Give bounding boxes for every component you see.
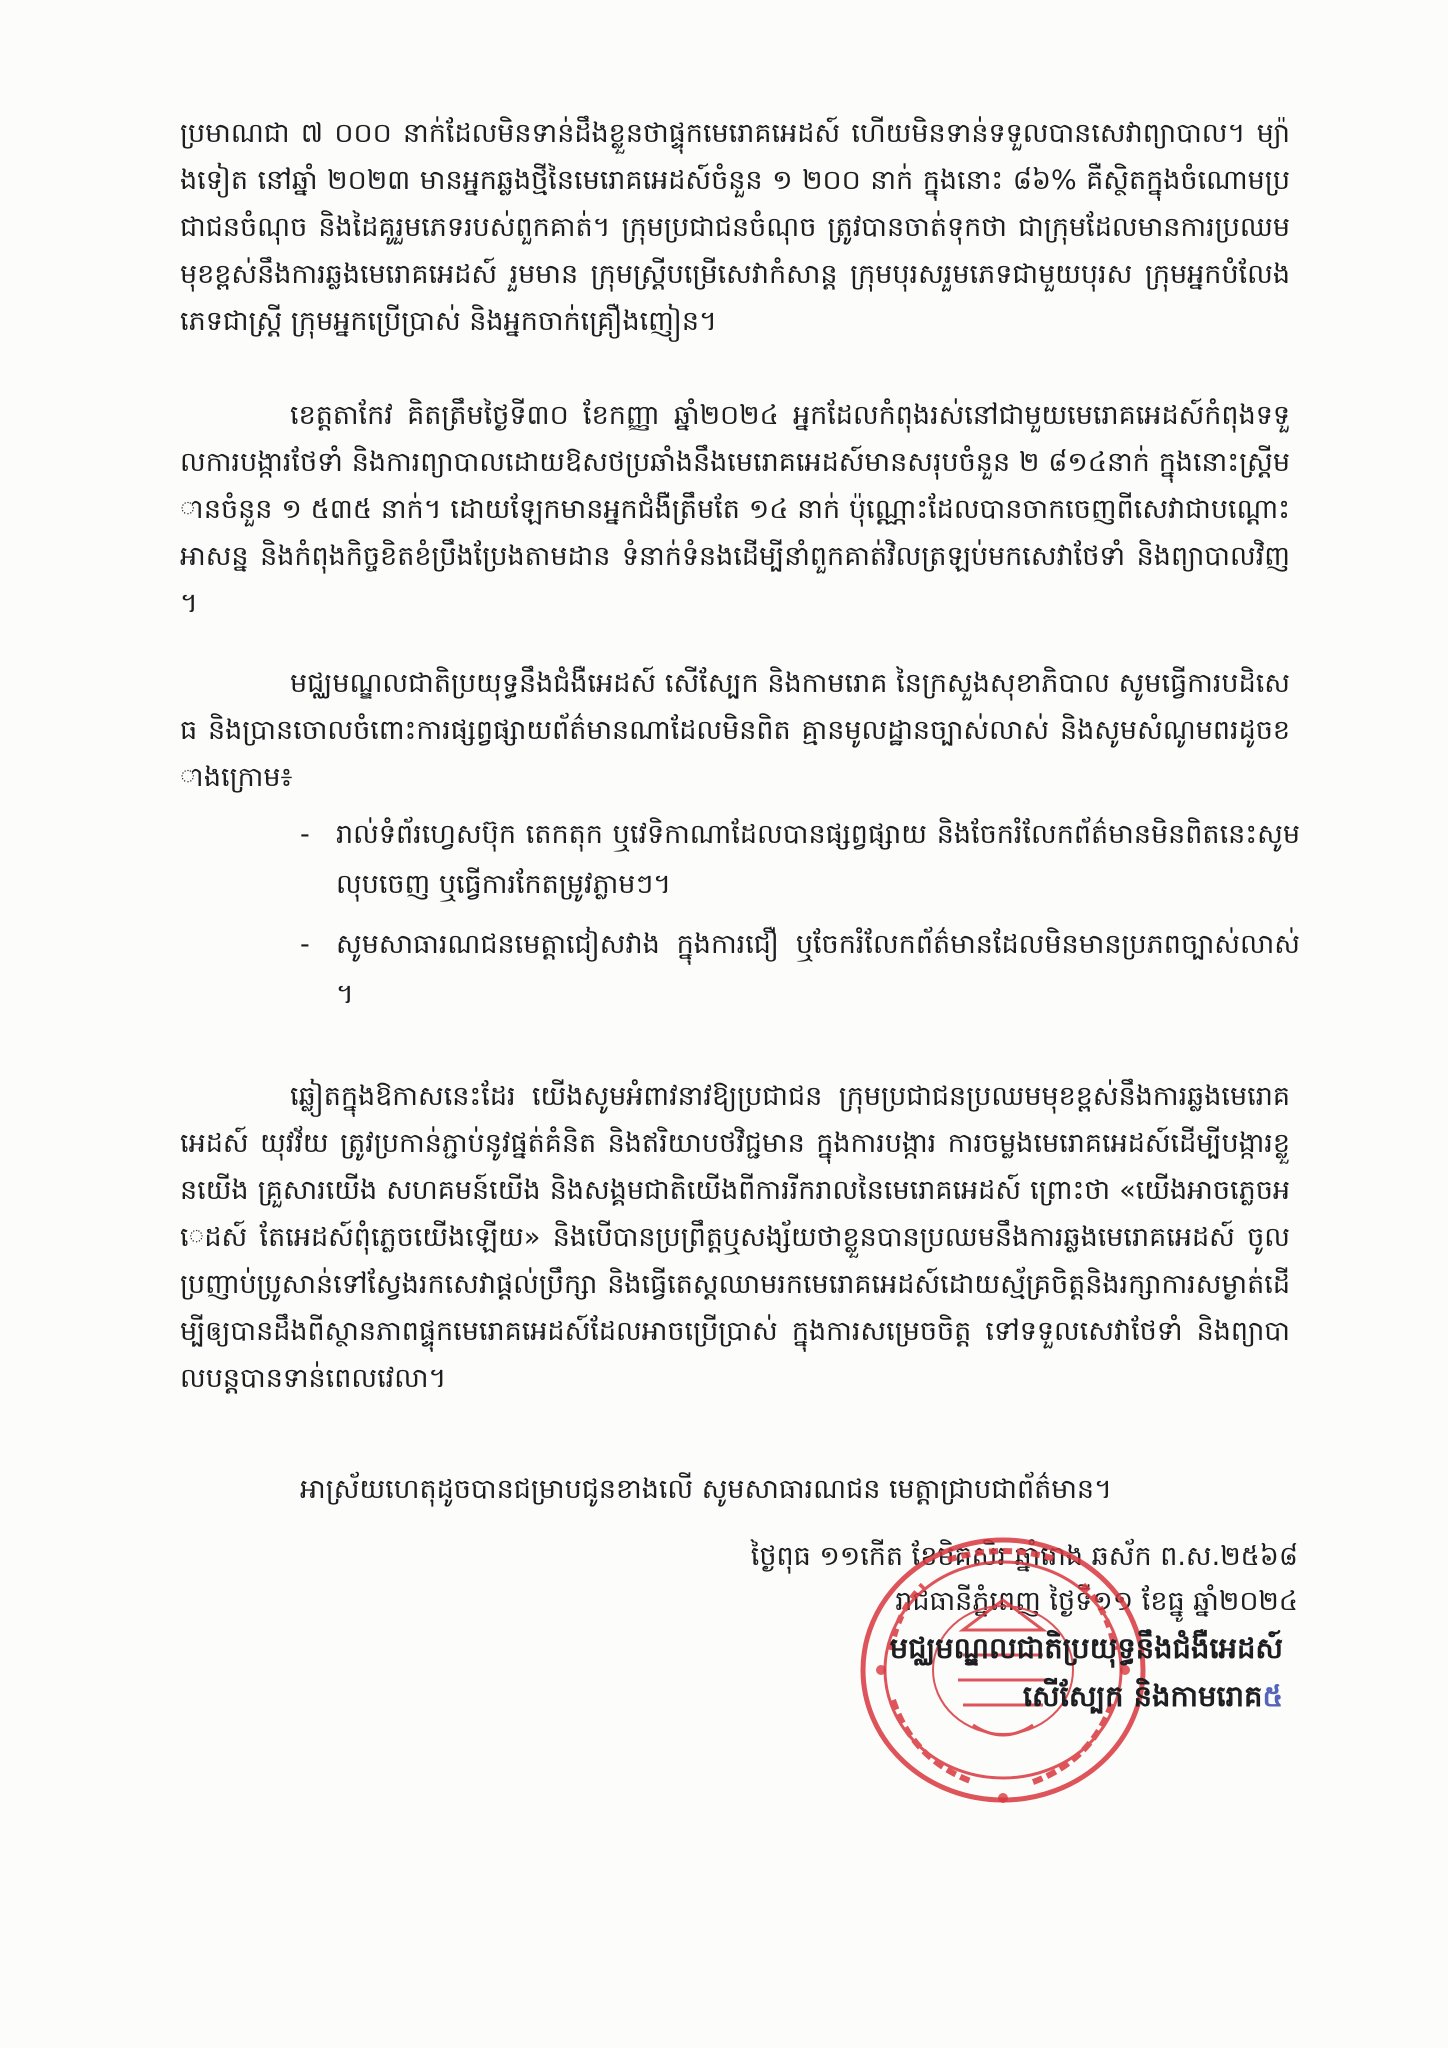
issuing-organization-line2: [1023, 1673, 1283, 1719]
closing-line: អាស្រ័យហេតុដូចបានជម្រាបជូនខាងលើ សូមសាធារណជន មេត្តាជ្រាបជាព័ត៌មាន។: [300, 1474, 1112, 1505]
bullet-text: សូមសាធារណជនមេត្តាជៀសវាង ក្នុងការជឿ ឬចែករំលែកព័ត៌មានដែលមិនមានប្រភពច្បាស់លាស់។: [336, 929, 1300, 1010]
paragraph-denial: មជ្ឈមណ្ឌលជាតិប្រយុទ្ធនឹងជំងឺអេដស៍ សើស្បែក និងកាមរោគ នៃក្រសួងសុខាភិបាល សូមធ្វើការបដិសេធ និងប្រានចោលចំពោះការផ្សព្វផ្សាយព័ត៌មានណាដែលមិនពិត គ្មានមូលដ្ឋានច្បាស់លាស់ និងសូមសំណូមពរដូចខាងក្រោម៖: [180, 668, 1290, 793]
date-lunar: ថ្ងៃពុធ ១១កើត ខែមិគសិរ ឆ្នាំរោង ឆស័ក ព.ស.២៥៦៨: [750, 1541, 1298, 1572]
date-solar: រាជធានីភ្នំពេញ ថ្ងៃទី១១ ខែធ្នូ ឆ្នាំ២០២៤: [895, 1586, 1298, 1617]
bullet-dash: -: [300, 929, 310, 960]
paragraph-appeal: ឆ្លៀតក្នុងឱកាសនេះដែរ យើងសូមអំពាវនាវឱ្យប្រជាជន ក្រុមប្រជាជនប្រឈមមុខខ្ពស់នឹងការឆ្លងមេរោគអេដស៍ យុវវ័យ ត្រូវប្រកាន់ភ្ជាប់នូវផ្នត់គំនិត និងឥរិយាបថវិជ្ជមាន ក្នុងការបង្ការ ការចម្លងមេរោគអេដស៍ដើម្បីបង្ការខ្លួនយើង គ្រួសារយើង សហគមន៍យើង និងសង្គមជាតិយើងពីការរីករាលនៃមេរោគអេដស៍ ព្រោះថា «យើងអាចភ្លេចអេដស៍ តែអេដស៍ពុំភ្លេចយើងឡើយ» និងបើបានប្រព្រឹត្តឬសង្ស័យថាខ្លួនបានប្រឈមនឹងការឆ្លងមេរោគអេដស៍ ចូលប្រញាប់ប្រូសាន់ទៅស្វែងរកសេវាផ្តល់ប្រឹក្សា និងធ្វើតេស្តឈាមរកមេរោគអេដស៍ដោយស្ម័គ្រចិត្តនិងរក្សាការសម្ងាត់ដើម្បីឲ្យបានដឹងពីស្ថានភាពផ្ទុកមេរោគអេដស៍ដែលអាចប្រើប្រាស់ ក្នុងការសម្រេចចិត្ត ទៅទទួលសេវាថែទាំ និងព្យាបាលបន្តបានទាន់ពេលវេលា។: [180, 1081, 1290, 1394]
signature-mark: ៥: [1262, 1679, 1283, 1713]
issuing-organization: មជ្ឈមណ្ឌលជាតិប្រយុទ្ធនឹងជំងឺអេដស៍: [889, 1631, 1283, 1665]
bullet-item: [300, 920, 1300, 1020]
bullet-item: [300, 810, 1300, 910]
paragraph-takeo: ខេត្តតាកែវ គិតត្រឹមថ្ងៃទី៣០ ខែកញ្ញា ឆ្នាំ២០២៤ អ្នកដែលកំពុងរស់នៅជាមួយមេរោគអេដស៍កំពុងទទួលការបង្ការថែទាំ និងការព្យាបាលដោយឱសថប្រឆាំងនឹងមេរោគអេដស៍មានសរុបចំនួន ២ ៨១៤នាក់ ក្នុងនោះស្ត្រីមានចំនួន ១ ៥៣៥ នាក់។ ដោយឡែកមានអ្នកជំងឺត្រឹមតែ ១៤ នាក់ ប៉ុណ្ណោះដែលបានចាកចេញពីសេវាជាបណ្តោះអាសន្ន និងកំពុងកិច្ចខិតខំប្រឹងប្រែងតាមដាន ទំនាក់ទំនងដើម្បីនាំពួកគាត់វិលត្រឡប់មកសេវាថែទាំ និងព្យាបាលវិញ។: [180, 400, 1290, 619]
paragraph-statistics: ប្រមាណជា ៧ ០០០ នាក់ដែលមិនទាន់ដឹងខ្លួនថាផ្ទុកមេរោគអេដស៍ ហើយមិនទាន់ទទួលបានសេវាព្យាបាល។ ម្យ៉ាងទៀត នៅឆ្នាំ ២០២៣ មានអ្នកឆ្លងថ្មីនៃមេរោគអេដស៍ចំនួន ១ ២០០ នាក់ ក្នុងនោះ ៨៦% គឺស្ថិតក្នុងចំណោមប្រជាជនចំណុច និងដៃគូរួមភេទរបស់ពួកគាត់។ ក្រុមប្រជាជនចំណុច ត្រូវបានចាត់ទុកថា ជាក្រុមដែលមានការប្រឈមមុខខ្ពស់នឹងការឆ្លងមេរោគអេដស៍ រួមមាន ក្រុមស្ត្រីបម្រើសេវាកំសាន្ត ក្រុមបុរសរួមភេទជាមួយបុរស ក្រុមអ្នកបំលែងភេទជាស្ត្រី ក្រុមអ្នកប្រើប្រាស់ និងអ្នកចាក់គ្រឿងញៀន។: [180, 118, 1290, 337]
organization-name-part: សើស្បែក និងកាមរោគ: [1022, 1679, 1263, 1713]
bullet-text: រាល់ទំព័រហ្វេសប៊ុក តេកតុក ឬវេទិកាណាដែលបានផ្សព្វផ្សាយ និងចែករំលែកព័ត៌មានមិនពិតនេះសូមលុបចេញ ឬធ្វើការកែតម្រូវភ្លាមៗ។: [336, 819, 1300, 900]
bullet-dash: -: [300, 819, 310, 850]
